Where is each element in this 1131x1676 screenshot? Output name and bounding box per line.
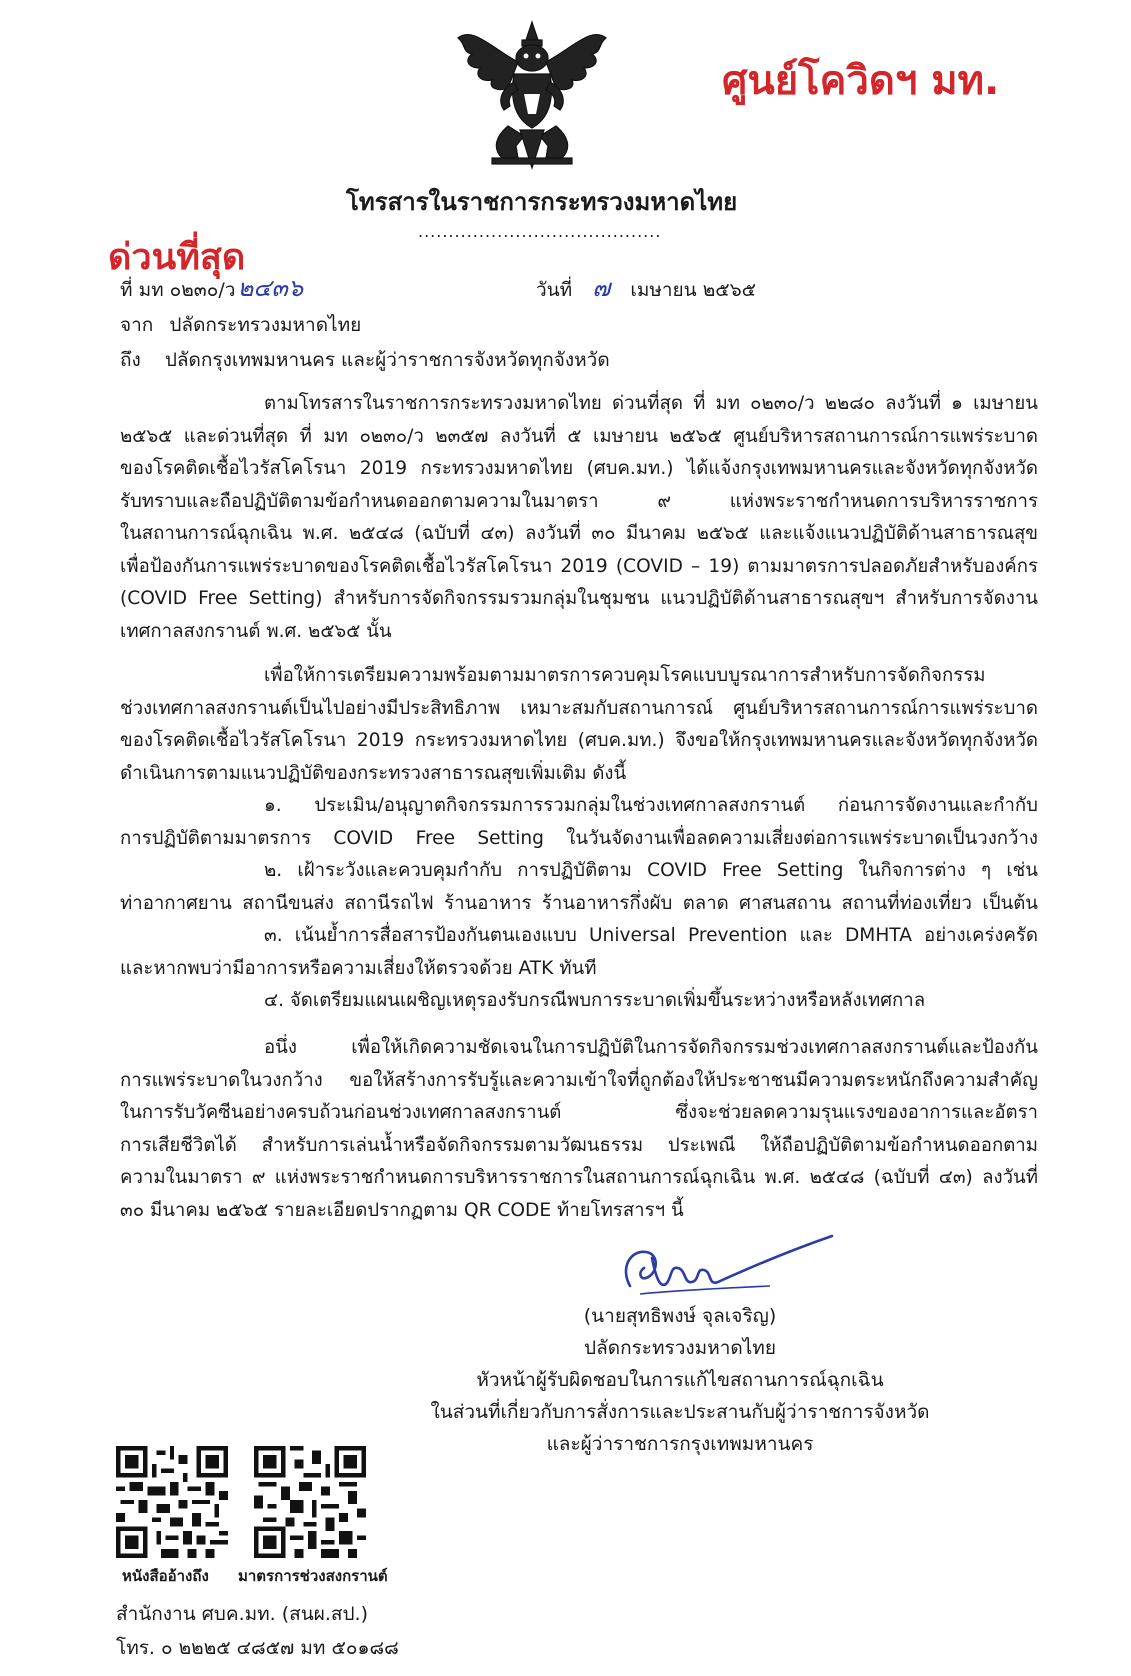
paragraph-line: ของโรคติดเชื้อไวรัสโคโรนา 2019 กระทรวงมหาดไทย (ศบค.มท.) จึงขอให้กรุงเทพมหานครและจังหวัดทุกจังหวัด — [120, 730, 1038, 751]
paragraph-line: เพื่อให้การเตรียมความพร้อมตามมาตรการควบคุมโรคแบบบูรณาการสำหรับการจัดกิจกรรม — [264, 665, 986, 686]
paragraph-line: ในสถานการณ์ฉุกเฉิน พ.ศ. ๒๕๔๘ (ฉบับที่ ๔๓) ลงวันที่ ๓๐ มีนาคม ๒๕๖๕ และแจ้งแนวปฏิบัติด้านสาธารณสุข — [120, 523, 1038, 544]
paragraph-line: ๓๐ มีนาคม ๒๕๖๕ รายละเอียดปรากฏตาม QR CODE ท้ายโทรสารฯ นี้ — [120, 1199, 684, 1221]
body-paragraph-2 — [120, 660, 1038, 1018]
reference-handwritten: ๒๔๓๖ — [237, 274, 304, 302]
urgency-stamp: ด่วนที่สุด — [108, 237, 246, 278]
list-item-4: ๔. จัดเตรียมแผนเผชิญเหตุรองรับกรณีพบการระบาดเพิ่มขึ้นระหว่างหรือหลังเทศกาล — [264, 990, 926, 1011]
to-label: ถึง — [120, 349, 141, 371]
paragraph-line: (COVID Free Setting) สำหรับการจัดกิจกรรมรวมกลุ่มในชุมชน แนวปฏิบัติด้านสาธารณสุขฯ สำหรับการจัดงาน — [120, 588, 1038, 609]
from-label: จาก — [120, 314, 154, 336]
paragraph-line: และหากพบว่ามีอาการหรือความเสี่ยงให้ตรวจด้วย ATK ทันที — [120, 957, 597, 979]
body-paragraph-1 — [120, 388, 1038, 648]
list-item-1: ๑. ประเมิน/อนุญาตกิจกรรมการรวมกลุ่มในช่วงเทศกาลสงกรานต์ ก่อนการจัดงานและกำกับ — [264, 795, 1038, 816]
signatory-position: ปลัดกระทรวงมหาดไทย — [584, 1337, 776, 1359]
paragraph-line: รับทราบและถือปฏิบัติตามข้อกำหนดออกตามความในมาตรา ๙ แห่งพระราชกำหนดการบริหารราชการ — [120, 490, 1038, 512]
dotted-line: ........................................ — [418, 222, 662, 241]
qr-code-reference-icon[interactable] — [116, 1446, 228, 1558]
list-item-3: ๓. เน้นย้ำการสื่อสารป้องกันตนเองแบบ Universal Prevention และ DMHTA อย่างเคร่งครัด — [264, 925, 1038, 946]
list-item-2: ๒. เฝ้าระวังและควบคุมกำกับ การปฏิบัติตาม COVID Free Setting ในกิจการต่าง ๆ เช่น — [264, 860, 1038, 881]
qr-code-songkran-measures-icon[interactable] — [254, 1446, 366, 1558]
paragraph-line: ท่าอากาศยาน สถานีขนส่ง สถานีรถไฟ ร้านอาหาร ร้านอาหารกึ่งผับ ตลาด ศาสนสถาน สถานที่ท่องเที่ยว เป็นต้น — [120, 892, 1038, 914]
footer-phone: โทร. ๐ ๒๒๒๕ ๔๘๕๗ มท ๕๐๑๘๘ — [116, 1637, 399, 1659]
qr-label-songkran-measures: มาตรการช่วงสงกรานต์ — [238, 1567, 388, 1585]
date-month-year: เมษายน ๒๕๖๕ — [630, 279, 757, 301]
paragraph-line: การปฏิบัติตามมาตรการ COVID Free Setting ในวันจัดงานเพื่อลดความเสี่ยงต่อการแพร่ระบาดเป็นวงกว้าง — [120, 827, 1038, 849]
document-type-title: โทรสารในราชการกระทรวงมหาดไทย — [346, 188, 738, 216]
date-label: วันที่ — [536, 279, 573, 301]
qr-label-reference: หนังสืออ้างถึง — [122, 1567, 209, 1585]
to-value: ปลัดกรุงเทพมหานคร และผู้ว่าราชการจังหวัดทุกจังหวัด — [164, 349, 610, 371]
document-date — [536, 272, 756, 306]
signatory-role: หัวหน้าผู้รับผิดชอบในการแก้ไขสถานการณ์ฉุกเฉิน — [476, 1369, 884, 1391]
date-day-handwritten: ๗ — [592, 274, 611, 302]
to-line — [120, 344, 610, 376]
reference-prefix: ที่ มท ๐๒๓๐/ว — [120, 279, 236, 301]
signatory-role-detail: ในส่วนที่เกี่ยวกับการสั่งการและประสานกับผู้ว่าราชการจังหวัด — [430, 1401, 930, 1423]
paragraph-line: ในการรับวัคซีนอย่างครบถ้วนก่อนช่วงเทศกาลสงกรานต์ ซึ่งจะช่วยลดความรุนแรงของอาการและอัตรา — [120, 1102, 1038, 1123]
footer-office: สำนักงาน ศบค.มท. (สนผ.สป.) — [116, 1603, 369, 1625]
handwritten-signature — [600, 1228, 840, 1308]
paragraph-line: ช่วงเทศกาลสงกรานต์เป็นไปอย่างมีประสิทธิภาพ เหมาะสมกับสถานการณ์ ศูนย์บริหารสถานการณ์การแพร่ระบาด — [120, 697, 1038, 719]
garuda-emblem-icon — [452, 18, 612, 176]
from-line — [120, 309, 361, 341]
paragraph-line: การเสียชีวิตได้ สำหรับการเล่นน้ำหรือจัดกิจกรรมตามวัฒนธรรม ประเพณี ให้ถือปฏิบัติตามข้อกำหนดออกตาม — [120, 1134, 1038, 1156]
paragraph-line: เทศกาลสงกรานต์ พ.ศ. ๒๕๖๕ นั้น — [120, 620, 392, 642]
center-label-stamp: ศูนย์โควิดฯ มท. — [722, 58, 1000, 104]
paragraph-line: ของโรคติดเชื้อไวรัสโคโรนา 2019 กระทรวงมหาดไทย (ศบค.มท.) ได้แจ้งกรุงเทพมหานครและจังหวัดทุกจังหวัด — [120, 458, 1038, 479]
signatory-name: (นายสุทธิพงษ์ จุลเจริญ) — [583, 1305, 777, 1327]
from-value: ปลัดกระทรวงมหาดไทย — [169, 314, 362, 336]
paragraph-line: ดำเนินการตามแนวปฏิบัติของกระทรวงสาธารณสุขเพิ่มเติม ดังนี้ — [120, 762, 627, 784]
paragraph-line: ๒๕๖๕ และด่วนที่สุด ที่ มท ๐๒๓๐/ว ๒๓๕๗ ลงวันที่ ๕ เมษายน ๒๕๖๕ ศูนย์บริหารสถานการณ์การแพร่ระบาด — [120, 425, 1038, 447]
paragraph-line: เพื่อป้องกันการแพร่ระบาดของโรคติดเชื้อไวรัสโคโรนา 2019 (COVID – 19) ตามมาตรการปลอดภัยสำหรับองค์กร — [120, 555, 1038, 577]
reference-number — [120, 272, 303, 306]
paragraph-line: ความในมาตรา ๙ แห่งพระราชกำหนดการบริหารราชการในสถานการณ์ฉุกเฉิน พ.ศ. ๒๕๔๘ (ฉบับที่ ๔๓) ลงวันที่ — [120, 1167, 1038, 1188]
paragraph-line: อนึ่ง เพื่อให้เกิดความชัดเจนในการปฏิบัติในการจัดกิจกรรมช่วงเทศกาลสงกรานต์และป้องกัน — [264, 1037, 1038, 1058]
paragraph-line: การแพร่ระบาดในวงกว้าง ขอให้สร้างการรับรู้และความเข้าใจที่ถูกต้องให้ประชาชนมีความตระหนักถึงความสำคัญ — [120, 1069, 1038, 1091]
signatory-role-detail: และผู้ว่าราชการกรุงเทพมหานคร — [546, 1433, 814, 1455]
body-paragraph-3 — [120, 1032, 1038, 1227]
signature-block — [180, 1300, 1080, 1460]
paragraph-line: ตามโทรสารในราชการกระทรวงมหาดไทย ด่วนที่สุด ที่ มท ๐๒๓๐/ว ๒๒๘๐ ลงวันที่ ๑ เมษายน — [264, 393, 1038, 414]
